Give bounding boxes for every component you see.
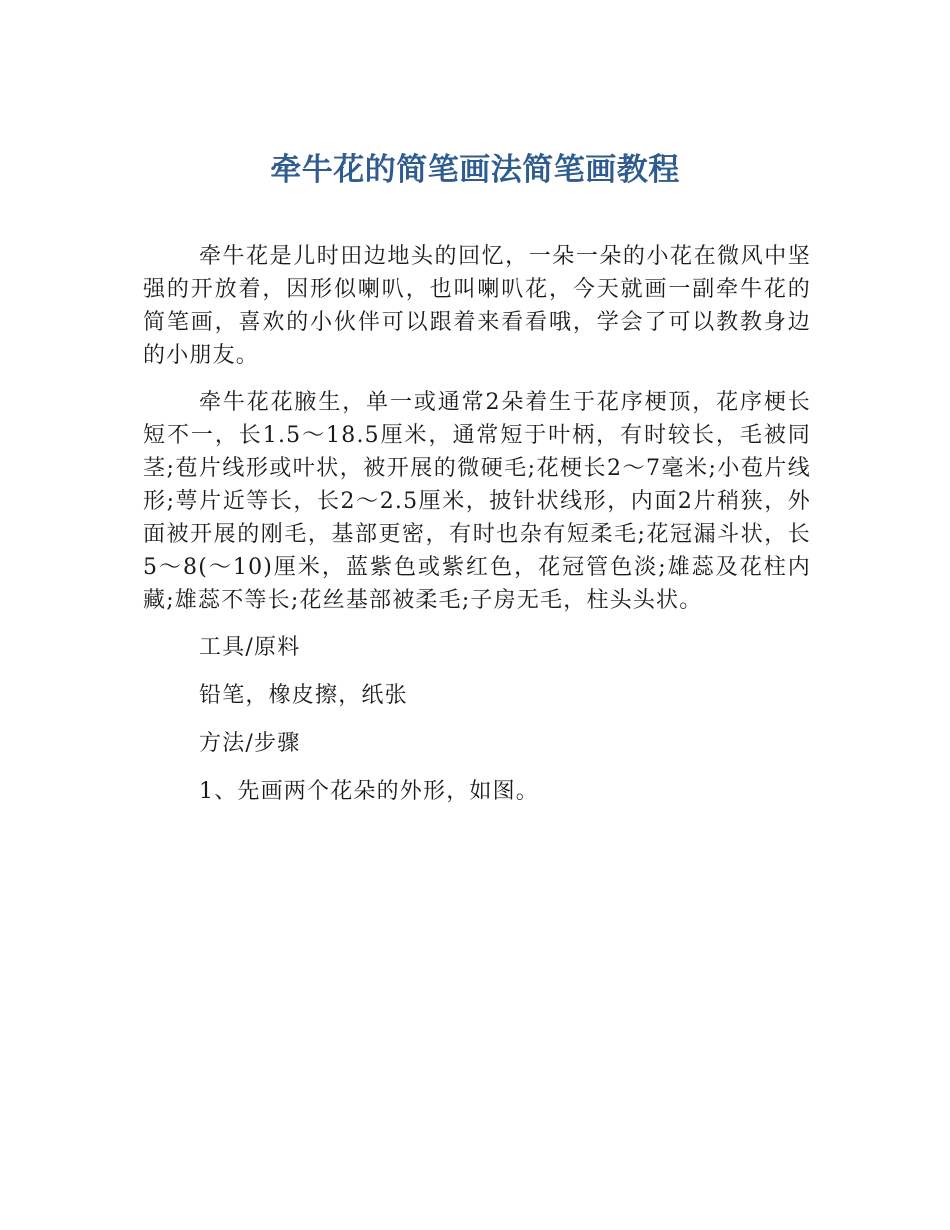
intro-paragraph: 牵牛花是儿时田边地头的回忆，一朵一朵的小花在微风中坚强的开放着，因形似喇叭，也叫喇叭花，今天就画一副牵牛花的简笔画，喜欢的小伙伴可以跟着来看看哦，学会了可以教教身边的小朋友。: [143, 244, 811, 368]
tools-heading: 工具/原料: [199, 635, 301, 660]
description-paragraph: 牵牛花花腋生，单一或通常2朵着生于花序梗顶，花序梗长短不一，长1.5～18.5厘米，通常短于叶柄，有时较长，毛被同茎;苞片线形或叶状，被开展的微硬毛;花梗长2～7毫米;小苞片线形;萼片近等长，长2～2.5厘米，披针状线形，内面2片稍狭，外面被开展的刚毛，基部更密，有时也杂有短柔毛;花冠漏斗状，长5～8(～10)厘米，蓝紫色或紫红色，花冠管色淡;雄蕊及花柱内藏;雄蕊不等长;花丝基部被柔毛;子房无毛，柱头头状。: [143, 390, 811, 613]
document-title: 牵牛花的简笔画法简笔画教程: [270, 152, 680, 188]
document-body: [143, 240, 811, 823]
method-heading: 方法/步骤: [199, 731, 301, 756]
step-1-text: 1、先画两个花朵的外形，如图。: [199, 779, 539, 804]
tools-list: 铅笔，橡皮擦，纸张: [199, 683, 408, 708]
